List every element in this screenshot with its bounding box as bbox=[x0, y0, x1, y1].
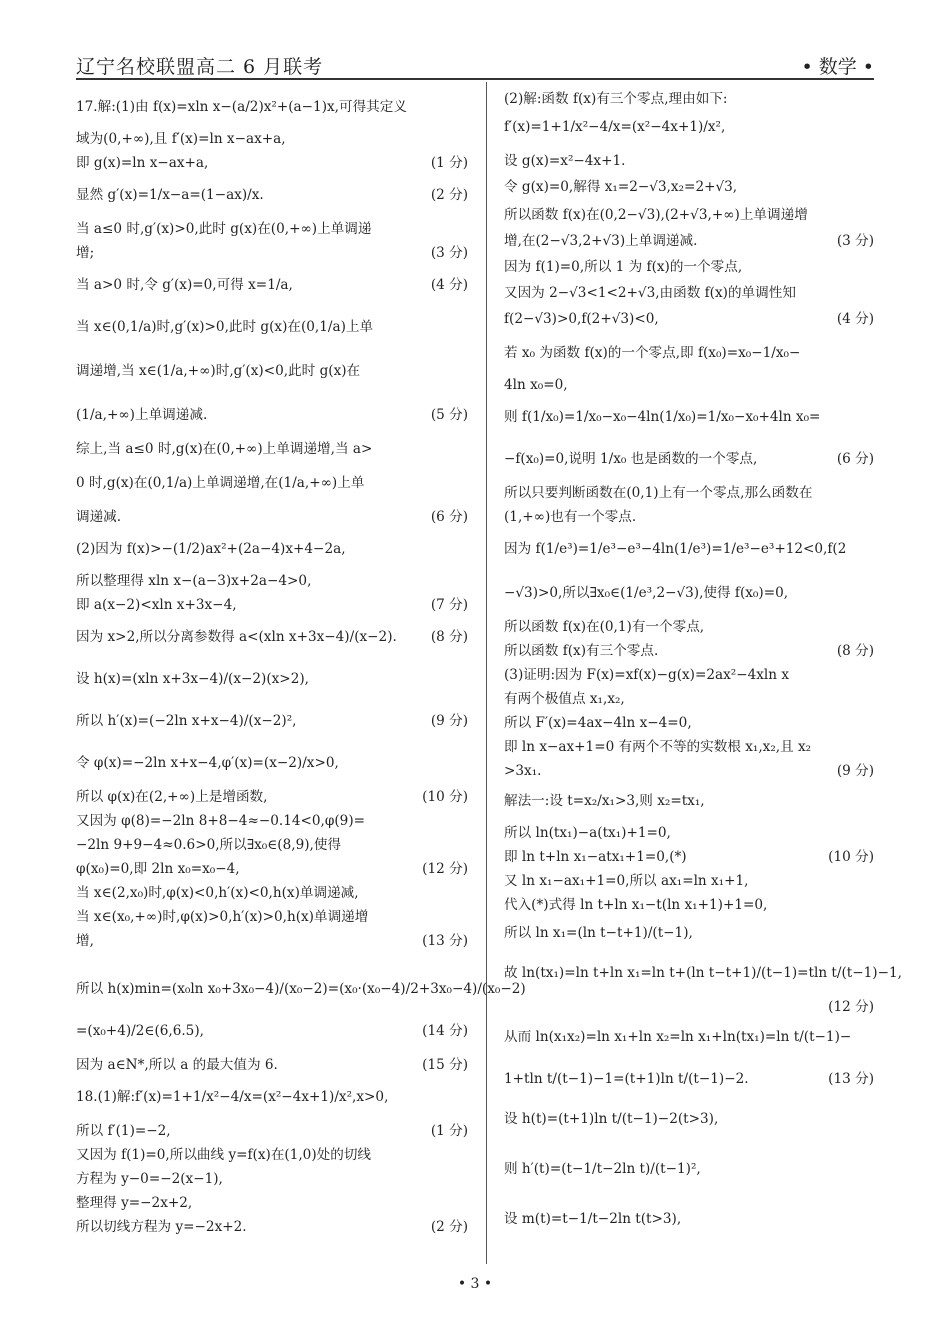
line-text: 增; bbox=[76, 245, 95, 261]
line-text: 调递增,当 x∈(1/a,+∞)时,g′(x)<0,此时 g(x)在 bbox=[76, 363, 361, 379]
solution-line bbox=[76, 186, 468, 204]
solution-line bbox=[504, 618, 874, 636]
line-text: f(2−√3)>0,f(2+√3)<0, bbox=[504, 311, 659, 327]
solution-line bbox=[504, 178, 874, 196]
solution-line bbox=[504, 1110, 874, 1128]
header-subject: • 数学 • bbox=[801, 56, 874, 78]
solution-line bbox=[76, 1218, 468, 1236]
line-text: 当 a≤0 时,g′(x)>0,此时 g(x)在(0,+∞)上单调递 bbox=[76, 221, 372, 237]
solution-line bbox=[76, 1170, 468, 1188]
line-text: 又 ln x₁−ax₁+1=0,所以 ax₁=ln x₁+1, bbox=[504, 873, 749, 889]
solution-line bbox=[76, 154, 468, 172]
solution-line bbox=[504, 450, 874, 468]
line-text: 当 x∈(x₀,+∞)时,φ(x)>0,h′(x)>0,h(x)单调递增 bbox=[76, 909, 369, 925]
solution-line bbox=[504, 284, 874, 302]
solution-line bbox=[504, 90, 874, 108]
solution-line bbox=[504, 762, 874, 780]
solution-line bbox=[76, 318, 468, 336]
score-mark: (4 分) bbox=[836, 311, 874, 327]
solution-line bbox=[76, 1146, 468, 1164]
solution-line bbox=[76, 908, 468, 926]
line-text: 所以 f′(1)=−2, bbox=[76, 1123, 171, 1139]
solution-line bbox=[504, 206, 874, 224]
score-mark: (1 分) bbox=[430, 1123, 468, 1139]
solution-line bbox=[76, 1122, 468, 1140]
line-text: (2)因为 f(x)>−(1/2)ax²+(2a−4)x+4−2a, bbox=[76, 541, 346, 557]
score-mark: (9 分) bbox=[430, 713, 468, 729]
score-mark: (8 分) bbox=[430, 629, 468, 645]
line-text: −2ln 9+9−4≈0.6>0,所以∃x₀∈(8,9),使得 bbox=[76, 837, 342, 853]
line-text: 显然 g′(x)=1/x−a=(1−ax)/x. bbox=[76, 187, 264, 203]
score-mark: (12 分) bbox=[422, 861, 468, 877]
score-mark: (6 分) bbox=[430, 509, 468, 525]
line-text: 因为 f(1)=0,所以 1 为 f(x)的一个零点, bbox=[504, 259, 743, 275]
solution-line bbox=[76, 220, 468, 238]
score-mark: (14 分) bbox=[422, 1023, 468, 1039]
line-text: 所以 h′(x)=(−2ln x+x−4)/(x−2)², bbox=[76, 713, 297, 729]
solution-line bbox=[504, 508, 874, 526]
line-text: (3)证明:因为 F(x)=xf(x)−g(x)=2ax²−4xln x bbox=[504, 667, 790, 683]
line-text: 所以 ln(tx₁)−a(tx₁)+1=0, bbox=[504, 825, 671, 841]
line-text: 从而 ln(x₁x₂)=ln x₁+ln x₂=ln x₁+ln(tx₁)=ln t/(t−1)− bbox=[504, 1029, 852, 1045]
score-mark: (7 分) bbox=[430, 597, 468, 613]
solution-line bbox=[76, 596, 468, 614]
solution-line bbox=[504, 738, 874, 756]
solution-line bbox=[76, 788, 468, 806]
line-text: 当 x∈(2,x₀)时,φ(x)<0,h′(x)<0,h(x)单调递减, bbox=[76, 885, 359, 901]
solution-line bbox=[504, 1160, 874, 1178]
solution-line bbox=[504, 1070, 874, 1088]
score-mark: (2 分) bbox=[430, 1219, 468, 1235]
solution-line bbox=[76, 406, 468, 424]
solution-line bbox=[504, 584, 874, 602]
solution-line bbox=[504, 924, 874, 942]
solution-line bbox=[76, 572, 468, 590]
line-text: 则 f(1/x₀)=1/x₀−x₀−4ln(1/x₀)=1/x₀−x₀+4ln x₀= bbox=[504, 409, 821, 425]
line-text: 故 ln(tx₁)=ln t+ln x₁=ln t+(ln t−t+1)/(t−1)=tln t/(t−1)−1, bbox=[504, 965, 902, 981]
solution-line bbox=[504, 344, 874, 362]
solution-line bbox=[76, 474, 468, 492]
score-mark: (3 分) bbox=[836, 233, 874, 249]
line-text: 所以 F′(x)=4ax−4ln x−4=0, bbox=[504, 715, 692, 731]
score-mark: (13 分) bbox=[422, 933, 468, 949]
solution-line bbox=[504, 152, 874, 170]
score-mark: (2 分) bbox=[430, 187, 468, 203]
line-text: 解法一:设 t=x₂/x₁>3,则 x₂=tx₁, bbox=[504, 793, 705, 809]
line-text: (1/a,+∞)上单调递减. bbox=[76, 407, 208, 423]
line-text: 令 g(x)=0,解得 x₁=2−√3,x₂=2+√3, bbox=[504, 179, 738, 195]
line-text: =(x₀+4)/2∈(6,6.5), bbox=[76, 1023, 204, 1039]
solution-line bbox=[76, 860, 468, 878]
header-rule bbox=[76, 78, 874, 80]
solution-line bbox=[504, 666, 874, 684]
solution-line bbox=[76, 362, 468, 380]
line-text: 即 ln x−ax+1=0 有两个不等的实数根 x₁,x₂,且 x₂ bbox=[504, 739, 812, 755]
line-text: 即 ln t+ln x₁−atx₁+1=0,(*) bbox=[504, 849, 687, 865]
line-text: 令 φ(x)=−2ln x+x−4,φ′(x)=(x−2)/x>0, bbox=[76, 755, 339, 771]
line-text: 当 x∈(0,1/a)时,g′(x)>0,此时 g(x)在(0,1/a)上单 bbox=[76, 319, 374, 335]
solution-line bbox=[76, 98, 468, 116]
solution-line bbox=[76, 712, 468, 730]
score-mark: (4 分) bbox=[430, 277, 468, 293]
solution-line bbox=[504, 258, 874, 276]
score-mark: (5 分) bbox=[430, 407, 468, 423]
header-title: 辽宁名校联盟高二 6 月联考 bbox=[76, 56, 324, 78]
line-text: 所以 ln x₁=(ln t−t+1)/(t−1), bbox=[504, 925, 693, 941]
solution-line bbox=[76, 1194, 468, 1212]
solution-line bbox=[504, 408, 874, 426]
solution-line bbox=[76, 812, 468, 830]
line-text: 整理得 y=−2x+2, bbox=[76, 1195, 193, 1211]
line-text: 若 x₀ 为函数 f(x)的一个零点,即 f(x₀)=x₀−1/x₀− bbox=[504, 345, 801, 361]
line-text: 又因为 φ(8)=−2ln 8+8−4≈−0.14<0,φ(9)= bbox=[76, 813, 366, 829]
line-text: 当 a>0 时,令 g′(x)=0,可得 x=1/a, bbox=[76, 277, 293, 293]
line-text: 18.(1)解:f′(x)=1+1/x²−4/x=(x²−4x+1)/x²,x>0, bbox=[76, 1089, 389, 1105]
solution-line bbox=[76, 670, 468, 688]
line-text: 域为(0,+∞),且 f′(x)=ln x−ax+a, bbox=[76, 131, 286, 147]
score-mark: (6 分) bbox=[836, 451, 874, 467]
line-text: 增, bbox=[76, 933, 94, 949]
line-text: 方程为 y−0=−2(x−1), bbox=[76, 1171, 223, 1187]
line-text: 则 h′(t)=(t−1/t−2ln t)/(t−1)², bbox=[504, 1161, 701, 1177]
line-text: 设 g(x)=x²−4x+1. bbox=[504, 153, 626, 169]
line-text: (1,+∞)也有一个零点. bbox=[504, 509, 637, 525]
line-text: 所以只要判断函数在(0,1)上有一个零点,那么函数在 bbox=[504, 485, 813, 501]
score-mark: (12 分) bbox=[828, 999, 874, 1015]
score-mark: (13 分) bbox=[828, 1071, 874, 1087]
solution-line bbox=[504, 848, 874, 866]
solution-line bbox=[504, 964, 902, 982]
line-text: 即 g(x)=ln x−ax+a, bbox=[76, 155, 209, 171]
solution-line bbox=[76, 130, 468, 148]
score-mark: (10 分) bbox=[422, 789, 468, 805]
line-text: −√3)>0,所以∃x₀∈(1/e³,2−√3),使得 f(x₀)=0, bbox=[504, 585, 789, 601]
solution-line bbox=[504, 824, 874, 842]
score-mark: (8 分) bbox=[836, 643, 874, 659]
solution-line bbox=[76, 1056, 468, 1074]
line-text: 所以 φ(x)在(2,+∞)上是增函数, bbox=[76, 789, 268, 805]
line-text: 设 h(x)=(xln x+3x−4)/(x−2)(x>2), bbox=[76, 671, 309, 687]
solution-line bbox=[504, 232, 874, 250]
line-text: 增,在(2−√3,2+√3)上单调递减. bbox=[504, 233, 698, 249]
line-text: (2)解:函数 f(x)有三个零点,理由如下: bbox=[504, 91, 728, 107]
line-text: 又因为 2−√3<1<2+√3,由函数 f(x)的单调性知 bbox=[504, 285, 796, 301]
solution-line bbox=[76, 508, 468, 526]
line-text: 代入(*)式得 ln t+ln x₁−t(ln x₁+1)+1=0, bbox=[504, 897, 768, 913]
score-mark: (1 分) bbox=[430, 155, 468, 171]
line-text: 设 m(t)=t−1/t−2ln t(t>3), bbox=[504, 1211, 682, 1227]
line-text: −f(x₀)=0,说明 1/x₀ 也是函数的一个零点, bbox=[504, 451, 758, 467]
solution-line bbox=[504, 1028, 874, 1046]
solution-line bbox=[504, 792, 874, 810]
line-text: >3x₁. bbox=[504, 763, 542, 779]
column-divider bbox=[486, 82, 487, 1264]
line-text: 所以函数 f(x)有三个零点. bbox=[504, 643, 659, 659]
line-text: φ(x₀)=0,即 2ln x₀=x₀−4, bbox=[76, 861, 240, 877]
solution-line bbox=[76, 1088, 468, 1106]
solution-line bbox=[504, 714, 874, 732]
line-text: 有两个极值点 x₁,x₂, bbox=[504, 691, 625, 707]
solution-line bbox=[504, 896, 874, 914]
solution-line bbox=[76, 980, 526, 998]
solution-line bbox=[76, 628, 468, 646]
solution-line bbox=[76, 836, 468, 854]
solution-line bbox=[504, 642, 874, 660]
score-mark: (10 分) bbox=[828, 849, 874, 865]
score-mark: (15 分) bbox=[422, 1057, 468, 1073]
score-mark: (9 分) bbox=[836, 763, 874, 779]
line-text: 17.解:(1)由 f(x)=xln x−(a/2)x²+(a−1)x,可得其定义 bbox=[76, 99, 407, 115]
solution-line bbox=[504, 690, 874, 708]
line-text: f′(x)=1+1/x²−4/x=(x²−4x+1)/x², bbox=[504, 119, 726, 135]
line-text: 因为 x>2,所以分离参数得 a<(xln x+3x−4)/(x−2). bbox=[76, 629, 397, 645]
line-text: 所以函数 f(x)在(0,1)有一个零点, bbox=[504, 619, 705, 635]
solution-line bbox=[504, 872, 874, 890]
line-text: 所以切线方程为 y=−2x+2. bbox=[76, 1219, 247, 1235]
line-text: 0 时,g(x)在(0,1/a)上单调递增,在(1/a,+∞)上单 bbox=[76, 475, 365, 491]
solution-line bbox=[76, 754, 468, 772]
line-text: 即 a(x−2)<xln x+3x−4, bbox=[76, 597, 237, 613]
line-text: 又因为 f(1)=0,所以曲线 y=f(x)在(1,0)处的切线 bbox=[76, 1147, 372, 1163]
solution-line bbox=[504, 1210, 874, 1228]
line-text: 所以整理得 xln x−(a−3)x+2a−4>0, bbox=[76, 573, 312, 589]
solution-line bbox=[76, 244, 468, 262]
page-number: • 3 • bbox=[457, 1276, 493, 1292]
solution-line bbox=[76, 932, 468, 950]
line-text: 1+tln t/(t−1)−1=(t+1)ln t/(t−1)−2. bbox=[504, 1071, 749, 1087]
line-text: 4ln x₀=0, bbox=[504, 377, 568, 393]
solution-line bbox=[76, 884, 468, 902]
line-text: 所以 h(x)min=(x₀ln x₀+3x₀−4)/(x₀−2)=(x₀·(x₀−4)/2+3x₀−4)/(x₀−2) bbox=[76, 981, 526, 997]
line-text: 综上,当 a≤0 时,g(x)在(0,+∞)上单调递增,当 a> bbox=[76, 441, 373, 457]
solution-line bbox=[76, 276, 468, 294]
solution-line bbox=[504, 376, 874, 394]
line-text: 因为 a∈N*,所以 a 的最大值为 6. bbox=[76, 1057, 278, 1073]
solution-line bbox=[504, 118, 874, 136]
line-text: 设 h(t)=(t+1)ln t/(t−1)−2(t>3), bbox=[504, 1111, 719, 1127]
solution-line bbox=[76, 540, 468, 558]
solution-line bbox=[504, 484, 874, 502]
score-mark: (3 分) bbox=[430, 245, 468, 261]
solution-line bbox=[76, 1022, 468, 1040]
line-text: 所以函数 f(x)在(0,2−√3),(2+√3,+∞)上单调递增 bbox=[504, 207, 808, 223]
line-text: 因为 f(1/e³)=1/e³−e³−4ln(1/e³)=1/e³−e³+12<0,f(2 bbox=[504, 541, 847, 557]
solution-line bbox=[76, 440, 468, 458]
solution-line bbox=[504, 310, 874, 328]
solution-line bbox=[504, 540, 874, 558]
line-text: 调递减. bbox=[76, 509, 122, 525]
